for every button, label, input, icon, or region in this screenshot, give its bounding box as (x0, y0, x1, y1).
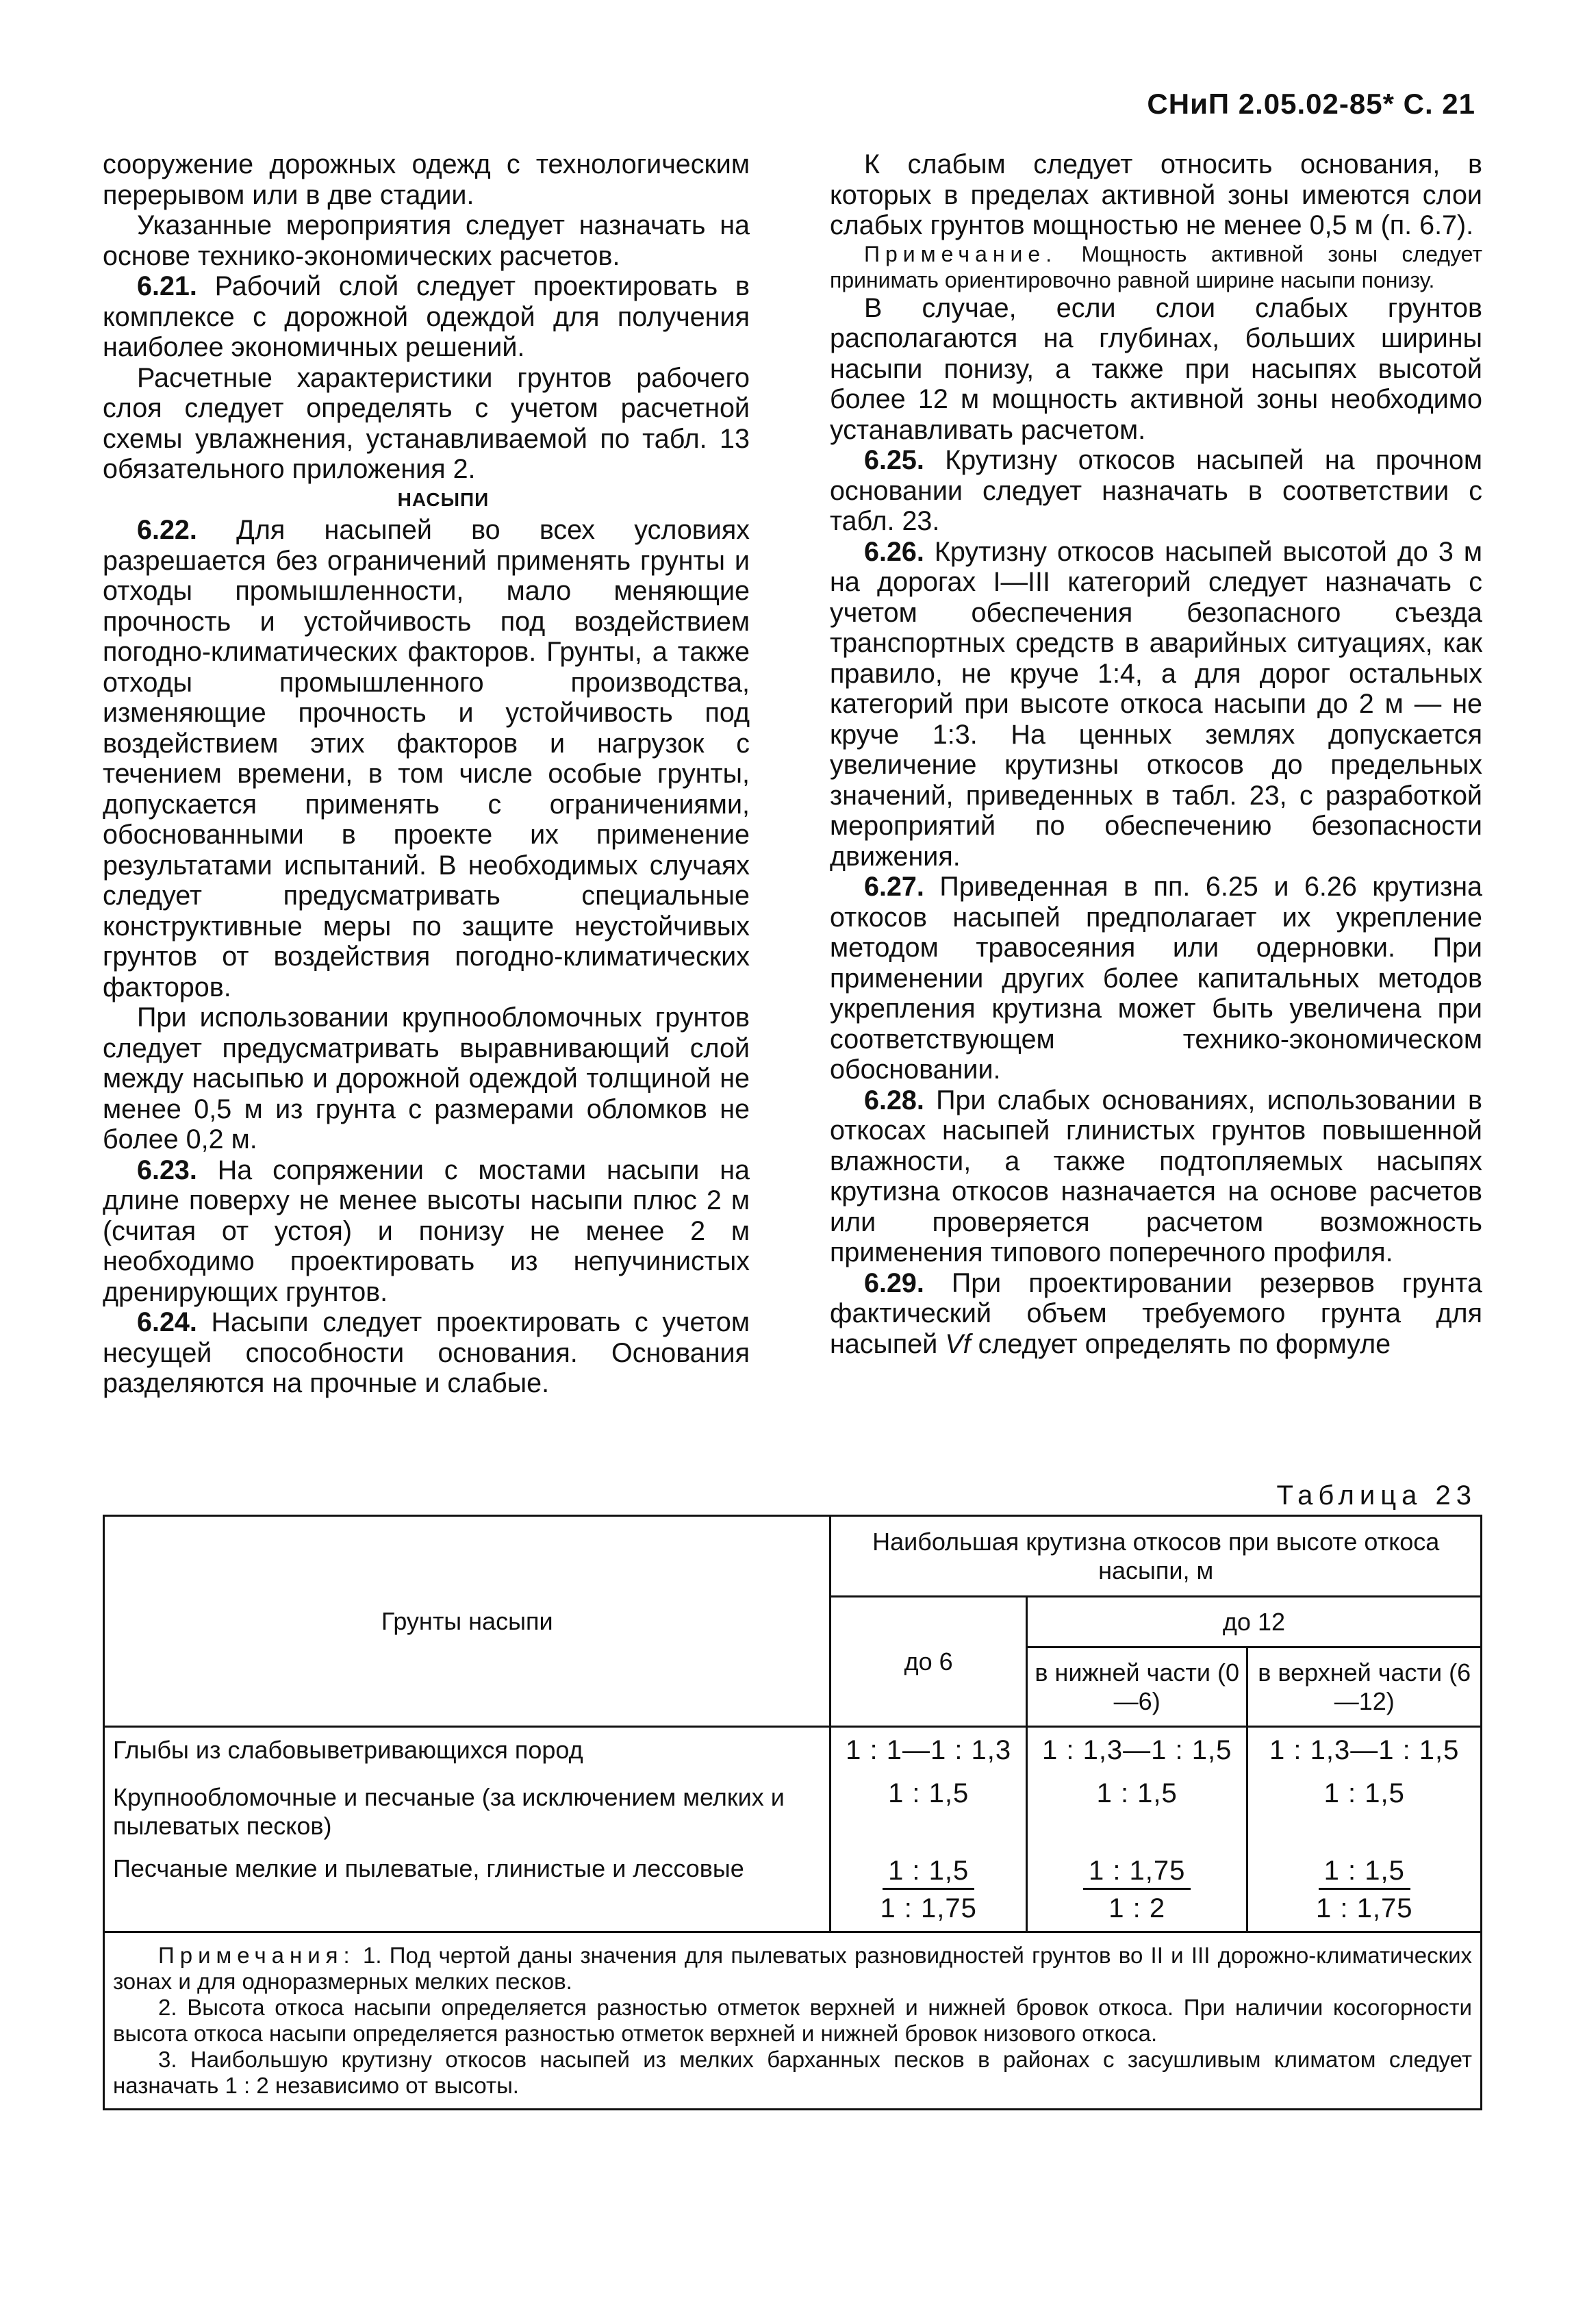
clause-6-23 (103, 1155, 750, 1308)
clause-number: 6.27. (864, 872, 924, 902)
clause-text: Насыпи следует проектировать с учетом несущей способности основания. Основания разделяются на прочные и слабые. (103, 1307, 750, 1398)
value-above-line: 1 : 1,5 (1319, 1856, 1410, 1890)
clause-text: На сопряжении с мостами насыпи на длине поверху не менее высоты насыпи плюс 2 м (считая от устоя) и понизу не менее 2 м необходимо проектировать из непучинистых дренирующих грунтов. (103, 1154, 750, 1307)
table-row (104, 1775, 1482, 1850)
slope-upper: 1 : 1,3—1 : 1,5 (1247, 1727, 1482, 1775)
paragraph: Расчетные характеристики грунтов рабочего слоя следует определять с учетом расчетной схемы увлажнения, устанавливаемой по табл. 13 обязательного приложения 2. (103, 362, 750, 484)
table-note-2: 2. Высота откоса насыпи определяется разностью отметок верхней и нижней бровок откоса. При наличии косогорности высота откоса насыпи определяется разностью отметок верхней и нижней бровок низового откоса. (113, 1995, 1472, 2046)
slope-lower: 1 : 1,3—1 : 1,5 (1026, 1727, 1247, 1775)
header-lower-part: в нижней части (0—6) (1026, 1647, 1247, 1727)
running-head: СНиП 2.05.02-85* С. 21 (1147, 88, 1475, 120)
paragraph: К слабым следует относить основания, в которых в пределах активной зоны имеются слои слабых грунтов мощностью не менее 0,5 м (п. 6.7). (830, 149, 1482, 240)
left-column (103, 149, 750, 1399)
table-caption: Таблица 23 (1276, 1480, 1477, 1511)
note-label: Примечание. (864, 241, 1058, 266)
value-below-line: 1 : 1,75 (1316, 1893, 1413, 1924)
clause-text: Рабочий слой следует проектировать в комплексе с дорожной одеждой для получения наиболее экономичных решений. (103, 271, 750, 362)
section-heading: НАСЫПИ (397, 488, 490, 510)
slope-upper: 1 : 1,5 (1247, 1775, 1482, 1850)
table-note-1 (113, 1943, 1472, 1995)
clause-text: Крутизну откосов насыпей высотой до 3 м на дорогах I—III категорий следует назначать с учетом обеспечения безопасного съезда транспортных средств в аварийных ситуациях, как правило, не круче 1:4, а для дорог остальных категорий при высоте откоса насыпи до 2 м — не круче 1:3. На ценных землях допускается увеличение крутизны откосов до предельных значений, приведенных в табл. 23, с разработкой мероприятий по обеспечению безопасности движения. (830, 536, 1482, 872)
slope-up-to-6: 1 : 1—1 : 1,3 (830, 1727, 1027, 1775)
note (830, 241, 1482, 293)
soil-name: Крупнообломочные и песчаные (за исключением мелких и пылеватых песков) (104, 1775, 830, 1850)
clause-number: 6.22. (137, 515, 197, 545)
table-row (104, 1850, 1482, 1932)
clause-6-26 (830, 537, 1482, 872)
slope-up-to-6 (830, 1850, 1027, 1932)
clause-6-27 (830, 872, 1482, 1085)
value-below-line: 1 : 1,75 (880, 1893, 977, 1924)
clause-number: 6.26. (864, 536, 924, 567)
header-soil: Грунты насыпи (104, 1516, 830, 1727)
paragraph: При использовании крупнообломочных грунтов следует предусматривать выравнивающий слой между насыпью и дорожной одеждой толщиной не менее 0,5 м из грунта с размерами обломков не более 0,2 м. (103, 1002, 750, 1154)
clause-6-21 (103, 271, 750, 363)
soil-name: Песчаные мелкие и пылеватые, глинистые и лессовые (104, 1850, 830, 1932)
value-below-line: 1 : 2 (1108, 1893, 1166, 1924)
table-row (104, 1727, 1482, 1775)
note-text: 1. Под чертой даны значения для пылеватых разновидностей грунтов во II и III дорожно-климатических зонах и для одноразмерных мелких песков. (113, 1943, 1473, 1994)
clause-number: 6.28. (864, 1085, 924, 1115)
clause-text: Для насыпей во всех условиях разрешается без ограничений применять грунты и отходы промышленности, мало меняющие прочность и устойчивость под воздействием погодно-климатических факторов. Грунты, а также отходы промышленного производства, изменяющие прочность и устойчивость под воздействием этих факторов и нагрузок с течением времени, в том числе особые грунты, допускается применять с ограничениями, обоснованными в проекте их применение результатами испытаний. В необходимых случаях следует предусматривать специальные конструктивные меры по защите неустойчивых грунтов от воздействия погодно-климатических факторов. (103, 515, 750, 1002)
value-above-line: 1 : 1,5 (883, 1856, 974, 1890)
clause-number: 6.23. (137, 1154, 197, 1185)
paragraph: Указанные мероприятия следует назначать на основе технико-экономических расчетов. (103, 210, 750, 271)
slope-up-to-6: 1 : 1,5 (830, 1775, 1027, 1850)
clause-6-25 (830, 445, 1482, 537)
clause-text: Приведенная в пп. 6.25 и 6.26 крутизна откосов насыпей предполагает их укрепление методом травосеяния или одерновки. При применении других более капитальных методов укрепления крутизна может быть увеличена при соответствующем технико-экономическом обосновании. (830, 872, 1482, 1085)
header-up-to-6: до 6 (830, 1597, 1027, 1727)
note-text: Мощность активной зоны следует принимать ориентировочно равной ширине насыпи понизу. (830, 241, 1483, 292)
clause-number: 6.24. (137, 1307, 197, 1337)
clause-6-29 (830, 1268, 1482, 1360)
paragraph: В случае, если слои слабых грунтов располагаются на глубинах, больших ширины насыпи понизу, а также при насыпях высотой более 12 м мощность активной зоны необходимо устанавливать расчетом. (830, 292, 1482, 445)
clause-text: При проектировании резервов грунта фактический объем требуемого грунта для насыпей (830, 1267, 1482, 1359)
header-slope: Наибольшая крутизна откосов при высоте откоса насыпи, м (830, 1516, 1482, 1597)
value-above-line: 1 : 1,75 (1083, 1856, 1191, 1890)
header-upper-part: в верхней части (6—12) (1247, 1647, 1482, 1727)
header-up-to-12: до 12 (1026, 1597, 1481, 1647)
soil-name: Глыбы из слабовыветривающихся пород (104, 1727, 830, 1775)
table-note-3: 3. Наибольшую крутизну откосов насыпей из мелких барханных песков в районах с засушливым климатом следует назначать 1 : 2 независимо от высоты. (113, 2047, 1472, 2098)
clause-text: Крутизну откосов насыпей на прочном основании следует назначать в соответствии с табл. 23. (830, 445, 1482, 536)
slope-lower (1026, 1850, 1247, 1932)
notes-label: Примечания: (158, 1943, 355, 1968)
clause-6-24 (103, 1307, 750, 1399)
clause-number: 6.21. (137, 271, 197, 301)
clause-number: 6.25. (864, 445, 924, 475)
clause-6-28 (830, 1085, 1482, 1268)
table-notes (104, 1932, 1482, 2110)
slope-lower: 1 : 1,5 (1026, 1775, 1247, 1850)
right-column (830, 149, 1482, 1359)
clause-text: При слабых основаниях, использовании в откосах насыпей глинистых грунтов повышенной влажности, а также подтопляемых насыпях крутизна откосов назначается на основе расчетов или проверяется расчетом возможность применения типового поперечного профиля. (830, 1085, 1482, 1267)
clause-text: следует определять по формуле (970, 1328, 1391, 1359)
clause-number: 6.29. (864, 1267, 924, 1298)
clause-6-22 (103, 515, 750, 1002)
paragraph: сооружение дорожных одежд с технологическим перерывом или в две стадии. (103, 149, 750, 210)
formula-variable: Vf (945, 1328, 971, 1359)
slope-upper (1247, 1850, 1482, 1932)
table-23 (103, 1515, 1482, 2110)
